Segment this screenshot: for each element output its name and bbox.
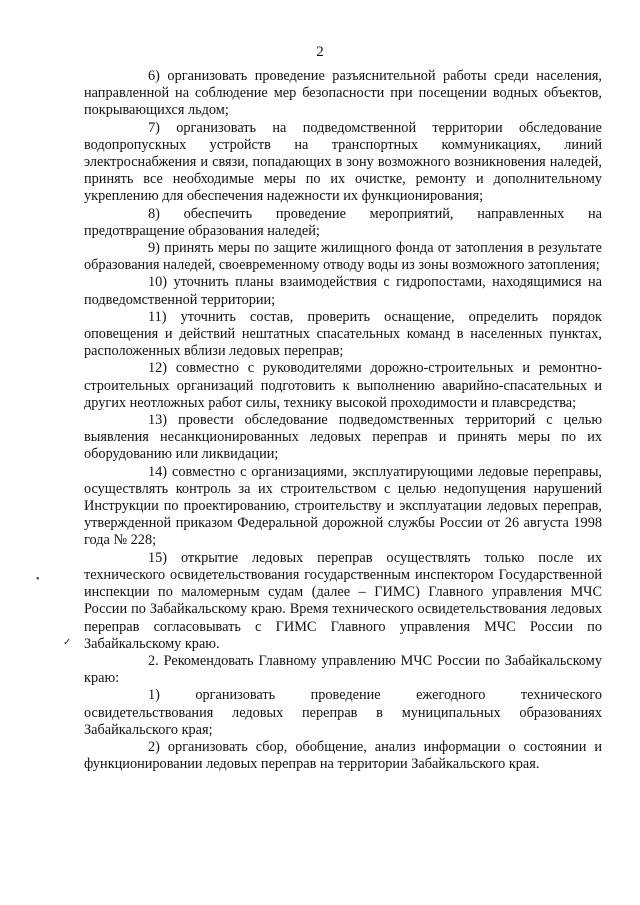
paragraph-9: 9) принять меры по защите жилищного фонда от затопления в результате образования наледей, своевременному отводу воды из зоны возможного затопления;	[84, 240, 602, 274]
paragraph-10: 10) уточнить планы взаимодействия с гидропостами, находящимися на подведомственной территории;	[84, 274, 602, 308]
paragraph-13: 13) провести обследование подведомственных территорий с целью выявления несанкционированных ледовых переправ и принять меры по их оборудованию или ликвидации;	[84, 412, 602, 463]
page-number: 2	[316, 44, 324, 60]
paragraph-15: 15) открытие ледовых переправ осуществлять только после их технического освидетельствования государственным инспектором Государственной инспекции по маломерным судам (далее – ГИМС) Главного управления МЧС России по Забайкальскому краю. Время технического освидетельствования ледовых переправ согласовывать с ГИМС Главного управления МЧС России по Забайкальскому краю.	[84, 549, 602, 652]
section-2-heading: 2. Рекомендовать Главному управлению МЧС России по Забайкальскому краю:	[84, 652, 602, 687]
margin-dot-mark: •	[36, 574, 40, 585]
paragraph-12: 12) совместно с руководителями дорожно-строительных и ремонтно-строительных организаций подготовить к выполнению аварийно-спасательных и других неотложных работ силы, технику высокой проходимости и плавсредства;	[84, 360, 602, 411]
paragraph-11: 11) уточнить состав, проверить оснащение, определить порядок оповещения и действий нештатных спасательных команд в населенных пунктах, расположенных вблизи ледовых переправ;	[84, 308, 602, 360]
paragraph-8: 8) обеспечить проведение мероприятий, направленных на предотвращение образования наледей;	[84, 205, 602, 239]
paragraph-14: 14) совместно с организациями, эксплуатирующими ледовые переправы, осуществлять контроль за их строительством с целью недопущения нарушений Инструкции по проектированию, строительству и эксплуатации ледовых переправ, утвержденной приказом Федеральной дорожной службы России от 26 августа 1998 года № 228;	[84, 463, 602, 549]
paragraph-6: 6) организовать проведение разъяснительной работы среди населения, направленной на соблюдение мер безопасности при посещении водных объектов, покрывающихся льдом;	[84, 68, 602, 119]
document-body	[84, 68, 602, 773]
section-2-item-2: 2) организовать сбор, обобщение, анализ информации о состоянии и функционировании ледовых переправ на территории Забайкальского края.	[84, 738, 602, 773]
margin-check-mark: ✓	[63, 637, 72, 648]
paragraph-7: 7) организовать на подведомственной территории обследование водопропускных устройств на транспортных коммуникациях, линий электроснабжения и связи, попадающих в зону возможного возникновения наледей, принять все необходимые меры по их очистке, ремонту и дополнительному укреплению для обеспечения надежности их функционирования;	[84, 119, 602, 205]
section-2-item-1: 1) организовать проведение ежегодного технического освидетельствования ледовых переправ в муниципальных образованиях Забайкальского края;	[84, 687, 602, 738]
